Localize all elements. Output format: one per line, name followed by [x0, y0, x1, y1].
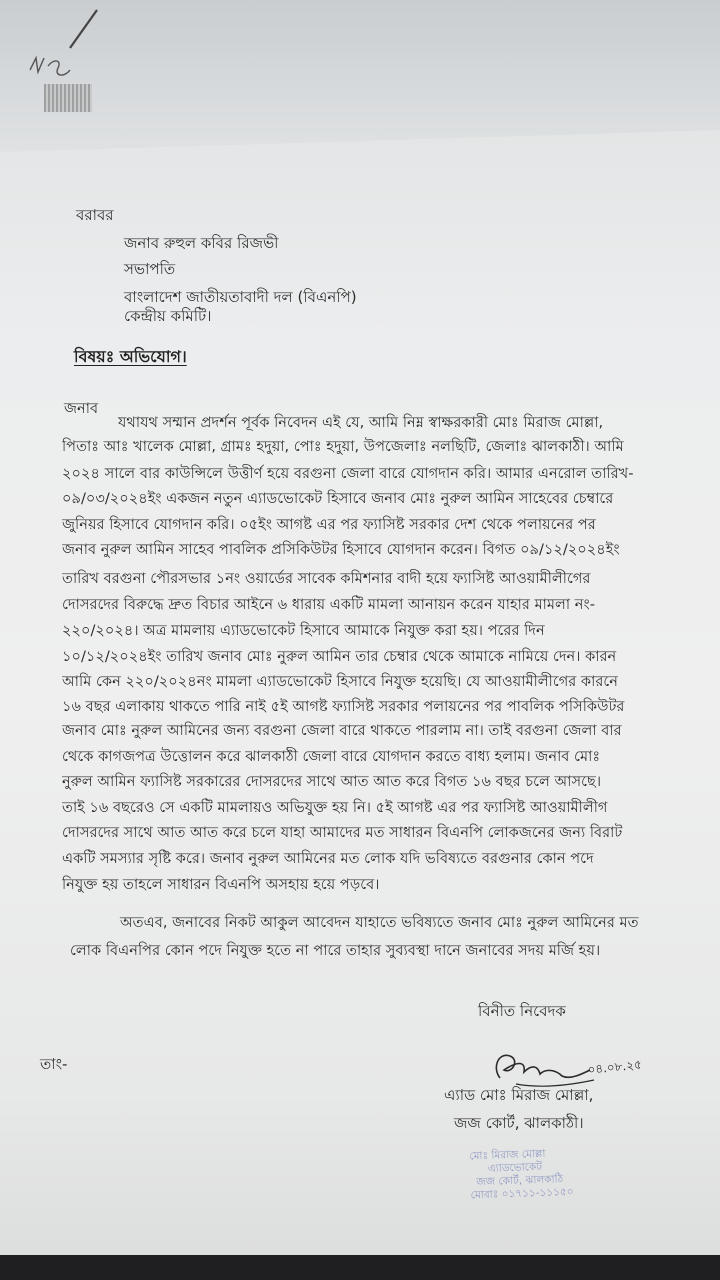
body-line: যথাযথ সম্মান প্রদর্শন পূর্বক নিবেদন এই যে, আমি নিম্ন স্বাক্ষরকারী মোঃ মিরাজ মোল্লা, [118, 414, 604, 431]
body-line: পিতাঃ আঃ খালেক মোল্লা, গ্রামঃ হদুয়া, পোঃ হদুয়া, উপজেলাঃ নলছিটি, জেলাঃ ঝালকাঠী। আমি [62, 438, 624, 455]
stamp-line: মোবাঃ ০১৭১১-১১১৫০ [470, 1185, 574, 1202]
body-line: জনাব মোঃ নুরুল আমিনের জন্য বরগুনা জেলা বারে থাকতে পারলাম না। তাই বরগুনা জেলা বার [62, 722, 622, 739]
signature-date: ০৪.০৮.২৫ [586, 1057, 643, 1077]
signature-stroke [496, 1055, 590, 1078]
recipient-designation: সভাপতি [124, 260, 176, 278]
body-line: জুনিয়র হিসাবে যোগদান করি। ০৫ইং আগষ্ট এর পর ফ্যাসিষ্ট সরকার দেশ থেকে পলায়নের পর [62, 516, 596, 533]
recipient-committee: কেন্দ্রীয় কমিটি। [124, 307, 212, 325]
sign-off: বিনীত নিবেদক [478, 1002, 566, 1020]
body-line: দোসরদের বিরুদ্ধে দ্রুত বিচার আইনে ৬ ধারায় একটি মামলা আনায়ন করেন যাহার মামলা নং- [62, 596, 596, 613]
body-line: নুরুল আমিন ফ্যাসিষ্ট সরকারের দোসরদের সাথে আত আত করে বিগত ১৬ বছর চলে আসছে। [62, 773, 602, 790]
body-line: একটি সমস্যার সৃষ্টি করে। জনাব নুরুল আমিনের মত লোক যদি ভবিষ্যতে বরগুনার কোন পদে [62, 850, 594, 867]
table-edge [0, 1255, 720, 1280]
body-line: ১০/১২/২০২৪ইং তারিখ জনাব মোঃ নুরুল আমিন তার চেম্বার থেকে আমাকে নামিয়ে দেন। কারন [62, 648, 617, 665]
body-line: ২০২৪ সালে বার কাউন্সিলে উত্তীর্ণ হয়ে বরগুনা জেলা বারে যোগদান করি। আমার এনরোল তারিখ- [62, 465, 634, 482]
recipient-name: জনাব রুহুল কবির রিজভী [124, 234, 279, 252]
body-line: তারিখ বরগুনা পৌরসভার ১নং ওয়ার্ডের সাবেক কমিশনার বাদী হয়ে ফ্যাসিষ্ট আওয়ামীলীগের [62, 570, 591, 587]
advocate-stamp [469, 1146, 611, 1203]
body-line: আমি কেন ২২০/২০২৪নং মামলা এ্যাডভোকেট হিসাবে নিযুক্ত হয়েছি। যে আওয়ামীলীগের কারনে [62, 673, 618, 690]
sender-location: জজ কোর্ট, ঝালকাঠী। [454, 1114, 584, 1132]
stamp-line: এ্যাডভোকেট [487, 1160, 543, 1175]
body-line: তাই ১৬ বছরেও সে একটি মামলায়ও অভিযুক্ত হয় নি। ৫ই আগষ্ট এর পর ফ্যাসিষ্ট আওয়ামীলীগ [62, 799, 608, 816]
salutation-to: বরাবর [76, 206, 114, 224]
closing-line: অতএব, জনাবের নিকট আকুল আবেদন যাহাতে ভবিষ্যতে জনাব মোঃ নুরুল আমিনের মত [120, 914, 639, 931]
initials-scribble [30, 58, 70, 75]
stamp-line: মোঃ মিরাজ মোল্লা [469, 1147, 546, 1163]
date-label: তাং- [40, 1055, 68, 1073]
body-line: থেকে কাগজপত্র উত্তোলন করে ঝালকাঠী জেলা বারে যোগদান করতে বাধ্য হলাম। জনাব মোঃ [62, 748, 601, 765]
body-line: ১৬ বছর এলাকায় থাকতে পারি নাই ৫ই আগষ্ট ফ্যাসিষ্ট সরকার পলায়নের পর পাবলিক পসিকিউটর [62, 698, 625, 715]
closing-line: লোক বিএনপির কোন পদে নিযুক্ত হতে না পারে তাহার সুব্যবস্থা দানে জনাবের সদয় মর্জি হয়। [70, 942, 601, 959]
pen-stroke [70, 10, 97, 48]
body-line: নিযুক্ত হয় তাহলে সাধারন বিএনপি অসহায় হয়ে পড়বে। [62, 876, 380, 893]
stamp-line: জজ কোর্ট, ঝালকাঠি [476, 1173, 564, 1189]
recipient-organization: বাংলাদেশ জাতীয়তাবাদী দল (বিএনপি) [124, 288, 357, 306]
subject-line: বিষয়ঃ অভিযোগ। [74, 347, 187, 366]
body-line: ২২০/২০২৪। অত্র মামলায় এ্যাডভোকেট হিসাবে আমাকে নিযুক্ত করা হয়। পরের দিন [62, 622, 545, 639]
body-line: ০৯/০৩/২০২৪ইং একজন নতুন এ্যাডভোকেট হিসাবে জনাব মোঃ নুরুল আমিন সাহেবের চেম্বারে [62, 490, 614, 507]
body-line: জনাব নুরুল আমিন সাহেব পাবলিক প্রসিকিউটর হিসাবে যোগদান করেন। বিগত ০৯/১২/২০২৪ইং [62, 541, 620, 558]
sender-name: এ্যাড মোঃ মিরাজ মোল্লা, [444, 1086, 594, 1104]
body-line: দোসরদের সাথে আত আত করে চলে যাহা আমাদের মত সাধারন বিএনপি লোকজনের জন্য বিরাট [62, 824, 623, 841]
greeting: জনাব [64, 400, 99, 417]
